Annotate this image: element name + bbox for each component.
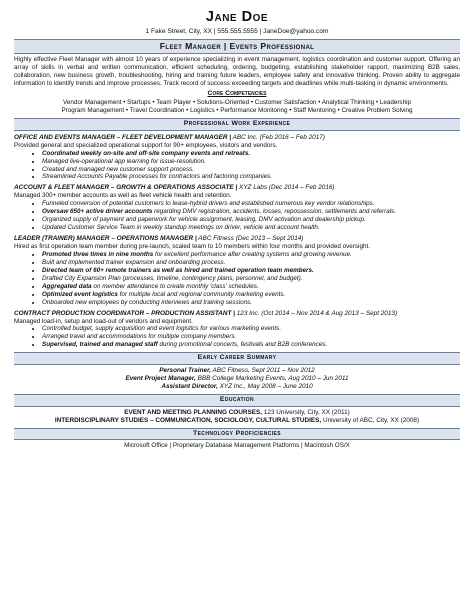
early-career-item: Assistant Director, XYZ Inc., May 2008 – June 2010 [161, 382, 313, 390]
candidate-name: Jane Doe [205, 9, 269, 25]
job-description: Managed load-in, setup and load-out of vendors and equipment. [14, 317, 193, 325]
job-bullet: • Created and managed new customer support process. [42, 166, 460, 174]
early-career-item: Event Project Manager, BBB College Marketing Events, Aug 2010 – Jun 2011 [125, 374, 349, 382]
core-competencies-line: Program Management • Travel Coordination • Logistics • Performance Monitoring • Staff Mentoring • Creative Problem Solving [61, 107, 413, 115]
job-bullet: • Coordinated weekly on-site and off-site company events and retreats. [42, 150, 460, 158]
job-bullets [14, 200, 460, 232]
job-bullet: • Organized supply of payment and paperwork for vehicle assignment, leasing, DMV activation and dealership pickup. [42, 216, 460, 224]
job-bullets [14, 150, 460, 182]
job-entry [14, 134, 460, 182]
job-entry [14, 235, 460, 306]
job-title: ACCOUNT & FLEET MANAGER – GROWTH & OPERATIONS ASSOCIATE | XYZ Labs (Dec 2014 – Feb 2016) [14, 184, 335, 192]
job-description: Provided general and specialized operational support for 90+ employees, visitors and vendors. [14, 141, 278, 149]
job-title: LEADER (TRAINER) MANAGER – OPERATIONS MANAGER | ABC Fitness (Dec 2013 – Sept 2014) [14, 235, 304, 243]
job-bullet: • Built and implemented trainer expansion and onboarding process. [42, 259, 460, 267]
job-description: Hired as first operation team member during pre-launch, scaled team to 10 members within four months and provided oversight. [14, 243, 370, 251]
job-bullet: • Managed live-operational app learning for issue-resolution. [42, 158, 460, 166]
job-title: OFFICE AND EVENTS MANAGER – FLEET DEVELOPMENT MANAGER | ABC Inc. (Feb 2016 – Feb 2017) [14, 133, 325, 141]
job-bullet: • Arranged travel and accommodations for multiple company members. [42, 333, 460, 341]
job-bullet: • Funneled conversion of potential customers to lease-hybrid drivers and established numerous key vendor relationships. [42, 200, 460, 208]
core-competencies-title: Core Competencies [207, 89, 267, 97]
job-entry [14, 184, 460, 232]
job-entry [14, 310, 460, 350]
job-bullets [14, 251, 460, 306]
job-bullet: • Supervised, trained and managed staff during promotional concerts, festivals and B2B conferences. [42, 341, 460, 349]
core-competencies-line: Vendor Management • Startups • Team Player • Solutions-Oriented • Customer Satisfaction • Analytical Thinking • Leadership [63, 99, 411, 107]
job-bullet: • Drafted City Expansion Plan (processes, timeline, contingency plans, personnel, and budget). [42, 275, 460, 283]
job-title: CONTRACT PRODUCTION COORDINATOR – PRODUCTION ASSISTANT | 123 Inc. (Oct 2014 – Nov 2014 & Aug 2013 – Sept 2013) [14, 309, 398, 317]
summary-paragraph: Highly effective Fleet Manager with almost 10 years of experience specializing in event management, logistics coordination and customer support. Offering an array of skills in verbal and written communication, efficient scheduling, ordering, budgeting, establishing stakeholder rapport, maximizing B2B sales, collaboration, new business growth, troubleshooting, hiring and training future leaders, employee safety and innovative thinking. Proven ability to aggregate information to identify trends and improve processes. Track record of success exceeding targets and deadlines while multi-tasking in dynamic environments. [14, 56, 460, 87]
job-bullet: • Controlled budget, supply acquisition and event logistics for various marketing events. [42, 325, 460, 333]
experience-section-header: Professional Work Experience [14, 118, 460, 131]
education-section-header: Education [14, 394, 460, 407]
education-item: EVENT AND MEETING PLANNING COURSES, 123 University, City, XX (2011) [124, 408, 350, 416]
job-bullet: • Updated Customer Service Team in weekly standup meetings on driver, vehicle and account health. [42, 224, 460, 232]
headline-band: Fleet Manager | Events Professional [14, 39, 460, 54]
early-career-section-header: Early Career Summary [14, 352, 460, 365]
early-career-item: Personal Trainer, ABC Fitness, Sept 2011 – Nov 2012 [159, 366, 315, 374]
job-bullets [14, 325, 460, 349]
job-bullet: • Aggregated data on member attendance to create monthly 'class' schedules. [42, 283, 460, 291]
contact-line: 1 Fake Street, City, XX | 555.555.5555 | JaneDoe@yahoo.com [145, 27, 329, 35]
job-bullet: • Promoted three times in nine months for excellent performance after creating systems and growing revenue. [42, 251, 460, 259]
job-description: Managed 300+ member accounts as well as fleet vehicle health and retention. [14, 192, 232, 200]
technology-list: Microsoft Office | Proprietary Database Management Platforms | Macintosh OS/X [124, 442, 350, 450]
education-item: INTERDISCIPLINARY STUDIES – COMMUNICATION, SOCIOLOGY, CULTURAL STUDIES, University of ABC, City, XX (2008) [54, 416, 420, 424]
job-bullet: • Oversaw 650+ active driver accounts regarding DMV registration, accidents, losses, repossession, settlements and referrals. [42, 208, 460, 216]
job-bullet: • Directed team of 60+ remote trainers as well as hired and trained operation team members. [42, 267, 460, 275]
job-bullet: • Onboarded new employees by conducting interviews and training sessions. [42, 299, 460, 307]
job-bullet: • Streamlined Accounts Payable processes for contractors and factoring companies. [42, 173, 460, 181]
technology-section-header: Technology Proficiencies [14, 428, 460, 441]
job-bullet: • Optimized event logistics for multiple local and regional community marketing events. [42, 291, 460, 299]
